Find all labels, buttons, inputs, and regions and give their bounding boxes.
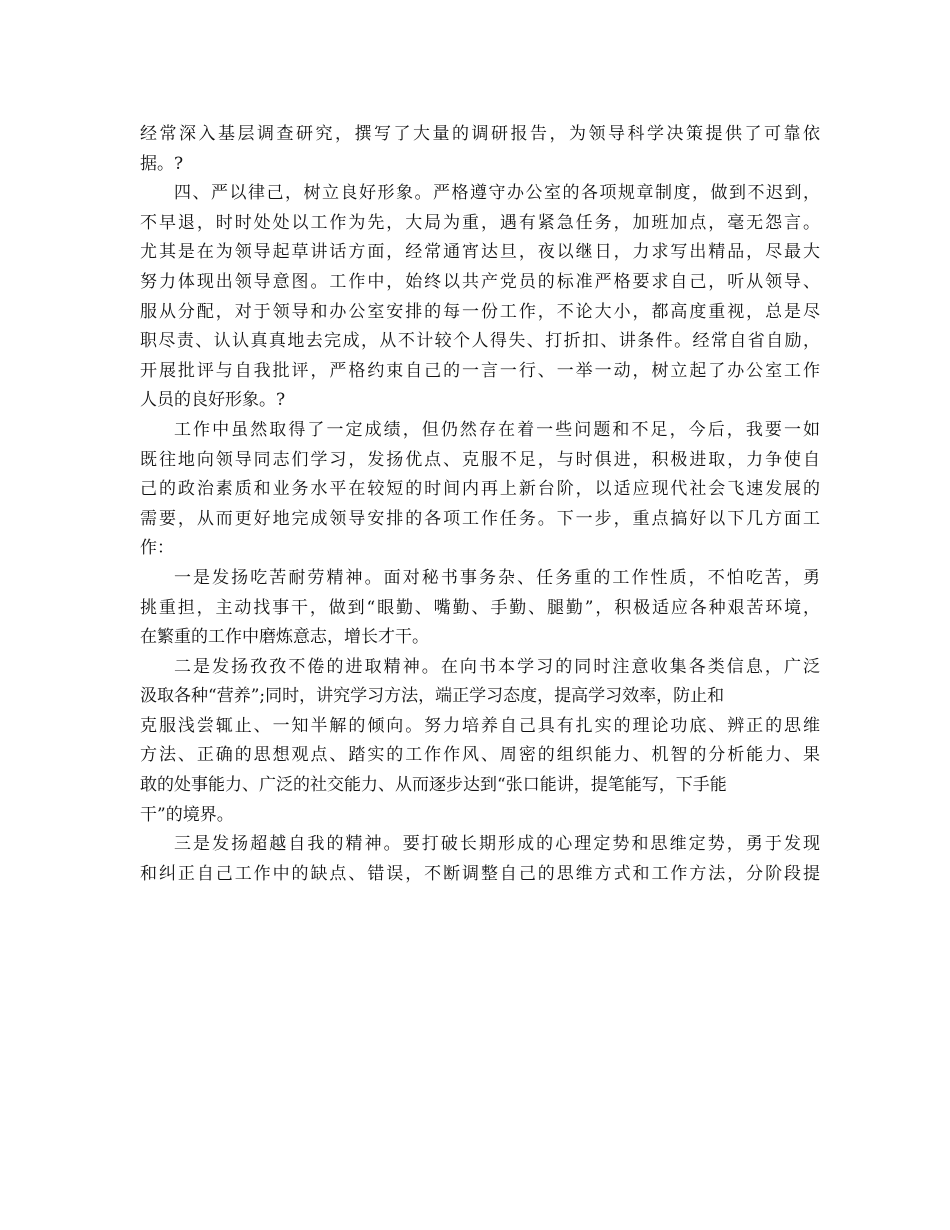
paragraph-line: 需要，从而更好地完成领导安排的各项工作任务。下一步，重点搞好以下几方面工 <box>140 508 820 529</box>
paragraph-line: 方法、正确的思想观点、踏实的工作作风、周密的组织能力、机智的分析能力、果 <box>140 745 820 766</box>
paragraph-line: 三是发扬超越自我的精神。要打破长期形成的心理定势和思维定势，勇于发现 <box>174 834 820 855</box>
paragraph-line: 一是发扬吃苦耐劳精神。面对秘书事务杂、任务重的工作性质，不怕吃苦，勇 <box>174 567 820 588</box>
paragraph-line: 努力体现出领导意图。工作中，始终以共产党员的标准严格要求自己，听从领导、 <box>140 271 820 292</box>
paragraph-line: 克服浅尝辄止、一知半解的倾向。努力培养自己具有扎实的理论功底、辨正的思维 <box>140 715 820 736</box>
paragraph-line: 和纠正自己工作中的缺点、错误，不断调整自己的思维方式和工作方法，分阶段提 <box>140 863 820 884</box>
paragraph-line: 不早退，时时处处以工作为先，大局为重，遇有紧急任务，加班加点，毫无怨言。 <box>140 212 820 233</box>
paragraph-line: 服从分配，对于领导和办公室安排的每一份工作，不论大小，都高度重视，总是尽 <box>140 301 820 322</box>
paragraph-line: 敢的处事能力、广泛的社交能力、从而逐步达到“张口能讲，提笔能写，下手能 <box>140 775 727 796</box>
paragraph-line: 干”的境界。 <box>140 804 234 825</box>
document-body <box>140 120 820 889</box>
paragraph-line: 四、严以律己，树立良好形象。严格遵守办公室的各项规章制度，做到不迟到， <box>174 183 820 204</box>
paragraph-line: 开展批评与自我批评，严格约束自己的一言一行、一举一动，树立起了办公室工作 <box>140 360 820 381</box>
paragraph-line: 既往地向领导同志们学习，发扬优点、克服不足，与时俱进，积极进取，力争使自 <box>140 449 820 470</box>
paragraph-line: 在繁重的工作中磨炼意志，增长才干。 <box>140 627 429 648</box>
paragraph-line: 职尽责、认认真真地去完成，从不计较个人得失、打折扣、讲条件。经常自省自励， <box>140 331 820 352</box>
paragraph-line: 据。? <box>140 153 184 174</box>
paragraph-line: 汲取各种“营养”;同时，讲究学习方法，端正学习态度，提高学习效率，防止和 <box>140 686 725 707</box>
paragraph-line: 挑重担，主动找事干，做到“眼勤、嘴勤、手勤、腿勤”，积极适应各种艰苦环境， <box>140 597 820 618</box>
paragraph-line: 尤其是在为领导起草讲话方面，经常通宵达旦，夜以继日，力求写出精品，尽最大 <box>140 242 820 263</box>
paragraph-line: 工作中虽然取得了一定成绩，但仍然存在着一些问题和不足，今后，我要一如 <box>174 419 820 440</box>
paragraph-line: 作： <box>140 538 174 559</box>
paragraph-line: 人员的良好形象。? <box>140 390 286 411</box>
paragraph-line: 己的政治素质和业务水平在较短的时间内再上新台阶，以适应现代社会飞速发展的 <box>140 479 820 500</box>
paragraph-line: 经常深入基层调查研究，撰写了大量的调研报告，为领导科学决策提供了可靠依 <box>140 124 820 144</box>
paragraph-line: 二是发扬孜孜不倦的进取精神。在向书本学习的同时注意收集各类信息，广泛 <box>174 656 820 677</box>
